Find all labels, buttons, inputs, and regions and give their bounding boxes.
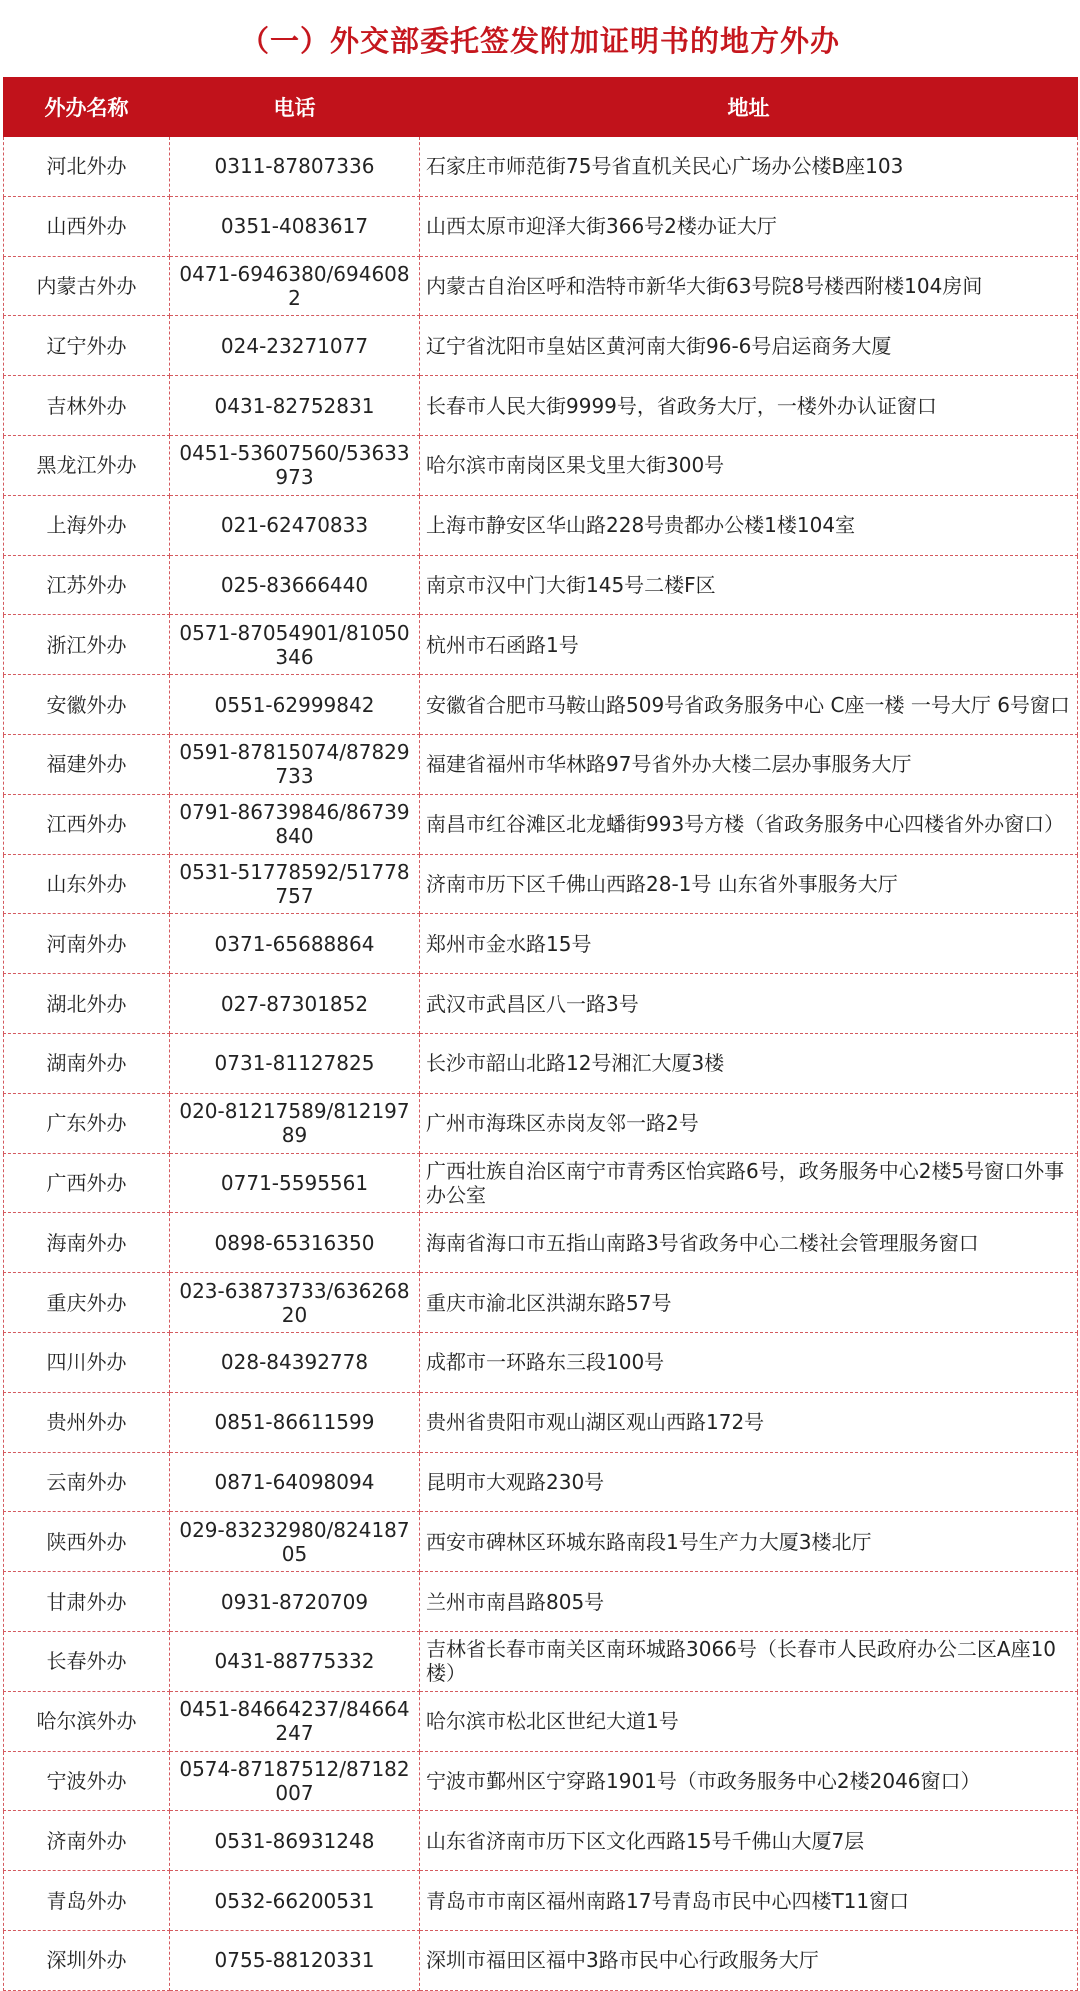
office-name-cell: 山东外办 <box>4 854 170 914</box>
table-row <box>4 914 1078 974</box>
address-cell: 贵州省贵阳市观山湖区观山西路172号 <box>420 1392 1078 1452</box>
table-body <box>4 137 1078 1991</box>
address-cell: 广州市海珠区赤岗友邻一路2号 <box>420 1093 1078 1153</box>
address-cell: 长沙市韶山北路12号湘汇大厦3楼 <box>420 1033 1078 1093</box>
phone-cell: 021-62470833 <box>170 495 420 555</box>
address-cell: 南京市汉中门大街145号二楼F区 <box>420 555 1078 615</box>
phone-cell: 0755-88120331 <box>170 1930 420 1990</box>
address-cell: 长春市人民大街9999号，省政务大厅，一楼外办认证窗口 <box>420 376 1078 436</box>
table-row <box>4 1033 1078 1093</box>
phone-cell: 0431-88775332 <box>170 1631 420 1691</box>
office-name-cell: 江西外办 <box>4 794 170 854</box>
address-cell: 海南省海口市五指山南路3号省政务中心二楼社会管理服务窗口 <box>420 1213 1078 1273</box>
office-name-cell: 广东外办 <box>4 1093 170 1153</box>
address-cell: 西安市碑林区环城东路南段1号生产力大厦3楼北厅 <box>420 1512 1078 1572</box>
phone-cell: 0931-8720709 <box>170 1572 420 1632</box>
address-cell: 兰州市南昌路805号 <box>420 1572 1078 1632</box>
phone-cell: 027-87301852 <box>170 974 420 1034</box>
phone-cell: 0451-53607560/53633973 <box>170 435 420 495</box>
table-row <box>4 376 1078 436</box>
phone-cell: 0851-86611599 <box>170 1392 420 1452</box>
header-address: 地址 <box>420 78 1078 137</box>
office-name-cell: 四川外办 <box>4 1332 170 1392</box>
phone-cell: 023-63873733/63626820 <box>170 1273 420 1333</box>
address-cell: 山西太原市迎泽大街366号2楼办证大厅 <box>420 196 1078 256</box>
phone-cell: 0531-51778592/51778757 <box>170 854 420 914</box>
office-name-cell: 内蒙古外办 <box>4 256 170 316</box>
table-header-row <box>4 78 1078 137</box>
table-row <box>4 1512 1078 1572</box>
office-name-cell: 青岛外办 <box>4 1871 170 1931</box>
address-cell: 上海市静安区华山路228号贵都办公楼1楼104室 <box>420 495 1078 555</box>
phone-cell: 028-84392778 <box>170 1332 420 1392</box>
office-name-cell: 山西外办 <box>4 196 170 256</box>
office-name-cell: 甘肃外办 <box>4 1572 170 1632</box>
address-cell: 辽宁省沈阳市皇姑区黄河南大街96-6号启运商务大厦 <box>420 316 1078 376</box>
table-row <box>4 256 1078 316</box>
phone-cell: 0532-66200531 <box>170 1871 420 1931</box>
phone-cell: 025-83666440 <box>170 555 420 615</box>
office-name-cell: 江苏外办 <box>4 555 170 615</box>
table-row <box>4 854 1078 914</box>
phone-cell: 0898-65316350 <box>170 1213 420 1273</box>
office-name-cell: 宁波外办 <box>4 1751 170 1811</box>
table-row <box>4 734 1078 794</box>
phone-cell: 024-23271077 <box>170 316 420 376</box>
office-name-cell: 贵州外办 <box>4 1392 170 1452</box>
address-cell: 广西壮族自治区南宁市青秀区怡宾路6号，政务服务中心2楼5号窗口外事办公室 <box>420 1153 1078 1213</box>
table-row <box>4 555 1078 615</box>
address-cell: 内蒙古自治区呼和浩特市新华大街63号院8号楼西附楼104房间 <box>420 256 1078 316</box>
table-row <box>4 1452 1078 1512</box>
phone-cell: 020-81217589/81219789 <box>170 1093 420 1153</box>
office-name-cell: 云南外办 <box>4 1452 170 1512</box>
office-name-cell: 深圳外办 <box>4 1930 170 1990</box>
office-name-cell: 陕西外办 <box>4 1512 170 1572</box>
table-row <box>4 495 1078 555</box>
phone-cell: 029-83232980/82418705 <box>170 1512 420 1572</box>
table-row <box>4 1811 1078 1871</box>
address-cell: 郑州市金水路15号 <box>420 914 1078 974</box>
table-row <box>4 1332 1078 1392</box>
address-cell: 哈尔滨市南岗区果戈里大街300号 <box>420 435 1078 495</box>
phone-cell: 0731-81127825 <box>170 1033 420 1093</box>
phone-cell: 0871-64098094 <box>170 1452 420 1512</box>
table-row <box>4 974 1078 1034</box>
office-name-cell: 浙江外办 <box>4 615 170 675</box>
address-cell: 安徽省合肥市马鞍山路509号省政务服务中心 C座一楼 一号大厅 6号窗口 <box>420 675 1078 735</box>
address-cell: 吉林省长春市南关区南环城路3066号（长春市人民政府办公二区A座10楼） <box>420 1631 1078 1691</box>
header-office-name: 外办名称 <box>4 78 170 137</box>
office-name-cell: 哈尔滨外办 <box>4 1691 170 1751</box>
phone-cell: 0351-4083617 <box>170 196 420 256</box>
phone-cell: 0431-82752831 <box>170 376 420 436</box>
address-cell: 南昌市红谷滩区北龙蟠街993号方楼（省政务服务中心四楼省外办窗口） <box>420 794 1078 854</box>
address-cell: 成都市一环路东三段100号 <box>420 1332 1078 1392</box>
phone-cell: 0371-65688864 <box>170 914 420 974</box>
table-row <box>4 1691 1078 1751</box>
table-row <box>4 615 1078 675</box>
table-row <box>4 794 1078 854</box>
address-cell: 济南市历下区千佛山西路28-1号 山东省外事服务大厅 <box>420 854 1078 914</box>
table-row <box>4 1093 1078 1153</box>
table-row <box>4 1392 1078 1452</box>
office-name-cell: 广西外办 <box>4 1153 170 1213</box>
table-row <box>4 1273 1078 1333</box>
table-row <box>4 1572 1078 1632</box>
table-row <box>4 1930 1078 1990</box>
address-cell: 山东省济南市历下区文化西路15号千佛山大厦7层 <box>420 1811 1078 1871</box>
table-row <box>4 1213 1078 1273</box>
table-row <box>4 137 1078 197</box>
office-name-cell: 河北外办 <box>4 137 170 197</box>
office-name-cell: 海南外办 <box>4 1213 170 1273</box>
address-cell: 福建省福州市华林路97号省外办大楼二层办事服务大厅 <box>420 734 1078 794</box>
table-row <box>4 316 1078 376</box>
phone-cell: 0311-87807336 <box>170 137 420 197</box>
office-name-cell: 安徽外办 <box>4 675 170 735</box>
phone-cell: 0571-87054901/81050346 <box>170 615 420 675</box>
office-name-cell: 福建外办 <box>4 734 170 794</box>
phone-cell: 0791-86739846/86739840 <box>170 794 420 854</box>
table-row <box>4 1153 1078 1213</box>
table-row <box>4 1631 1078 1691</box>
office-name-cell: 长春外办 <box>4 1631 170 1691</box>
address-cell: 武汉市武昌区八一路3号 <box>420 974 1078 1034</box>
address-cell: 深圳市福田区福中3路市民中心行政服务大厅 <box>420 1930 1078 1990</box>
address-cell: 石家庄市师范街75号省直机关民心广场办公楼B座103 <box>420 137 1078 197</box>
office-name-cell: 辽宁外办 <box>4 316 170 376</box>
table-row <box>4 1871 1078 1931</box>
office-name-cell: 济南外办 <box>4 1811 170 1871</box>
office-name-cell: 湖南外办 <box>4 1033 170 1093</box>
header-phone: 电话 <box>170 78 420 137</box>
office-name-cell: 上海外办 <box>4 495 170 555</box>
page-title: （一）外交部委托签发附加证明书的地方外办 <box>239 24 840 58</box>
address-cell: 宁波市鄞州区宁穿路1901号（市政务服务中心2楼2046窗口） <box>420 1751 1078 1811</box>
phone-cell: 0451-84664237/84664247 <box>170 1691 420 1751</box>
phone-cell: 0771-5595561 <box>170 1153 420 1213</box>
office-name-cell: 河南外办 <box>4 914 170 974</box>
foreign-affairs-office-table <box>3 77 1078 1991</box>
office-name-cell: 黑龙江外办 <box>4 435 170 495</box>
address-cell: 哈尔滨市松北区世纪大道1号 <box>420 1691 1078 1751</box>
phone-cell: 0531-86931248 <box>170 1811 420 1871</box>
table-row <box>4 1751 1078 1811</box>
phone-cell: 0574-87187512/87182007 <box>170 1751 420 1811</box>
phone-cell: 0551-62999842 <box>170 675 420 735</box>
address-cell: 重庆市渝北区洪湖东路57号 <box>420 1273 1078 1333</box>
table-row <box>4 435 1078 495</box>
address-cell: 昆明市大观路230号 <box>420 1452 1078 1512</box>
office-name-cell: 湖北外办 <box>4 974 170 1034</box>
table-row <box>4 196 1078 256</box>
phone-cell: 0471-6946380/6946082 <box>170 256 420 316</box>
address-cell: 青岛市市南区福州南路17号青岛市民中心四楼T11窗口 <box>420 1871 1078 1931</box>
phone-cell: 0591-87815074/87829733 <box>170 734 420 794</box>
office-name-cell: 吉林外办 <box>4 376 170 436</box>
table-row <box>4 675 1078 735</box>
office-name-cell: 重庆外办 <box>4 1273 170 1333</box>
address-cell: 杭州市石函路1号 <box>420 615 1078 675</box>
